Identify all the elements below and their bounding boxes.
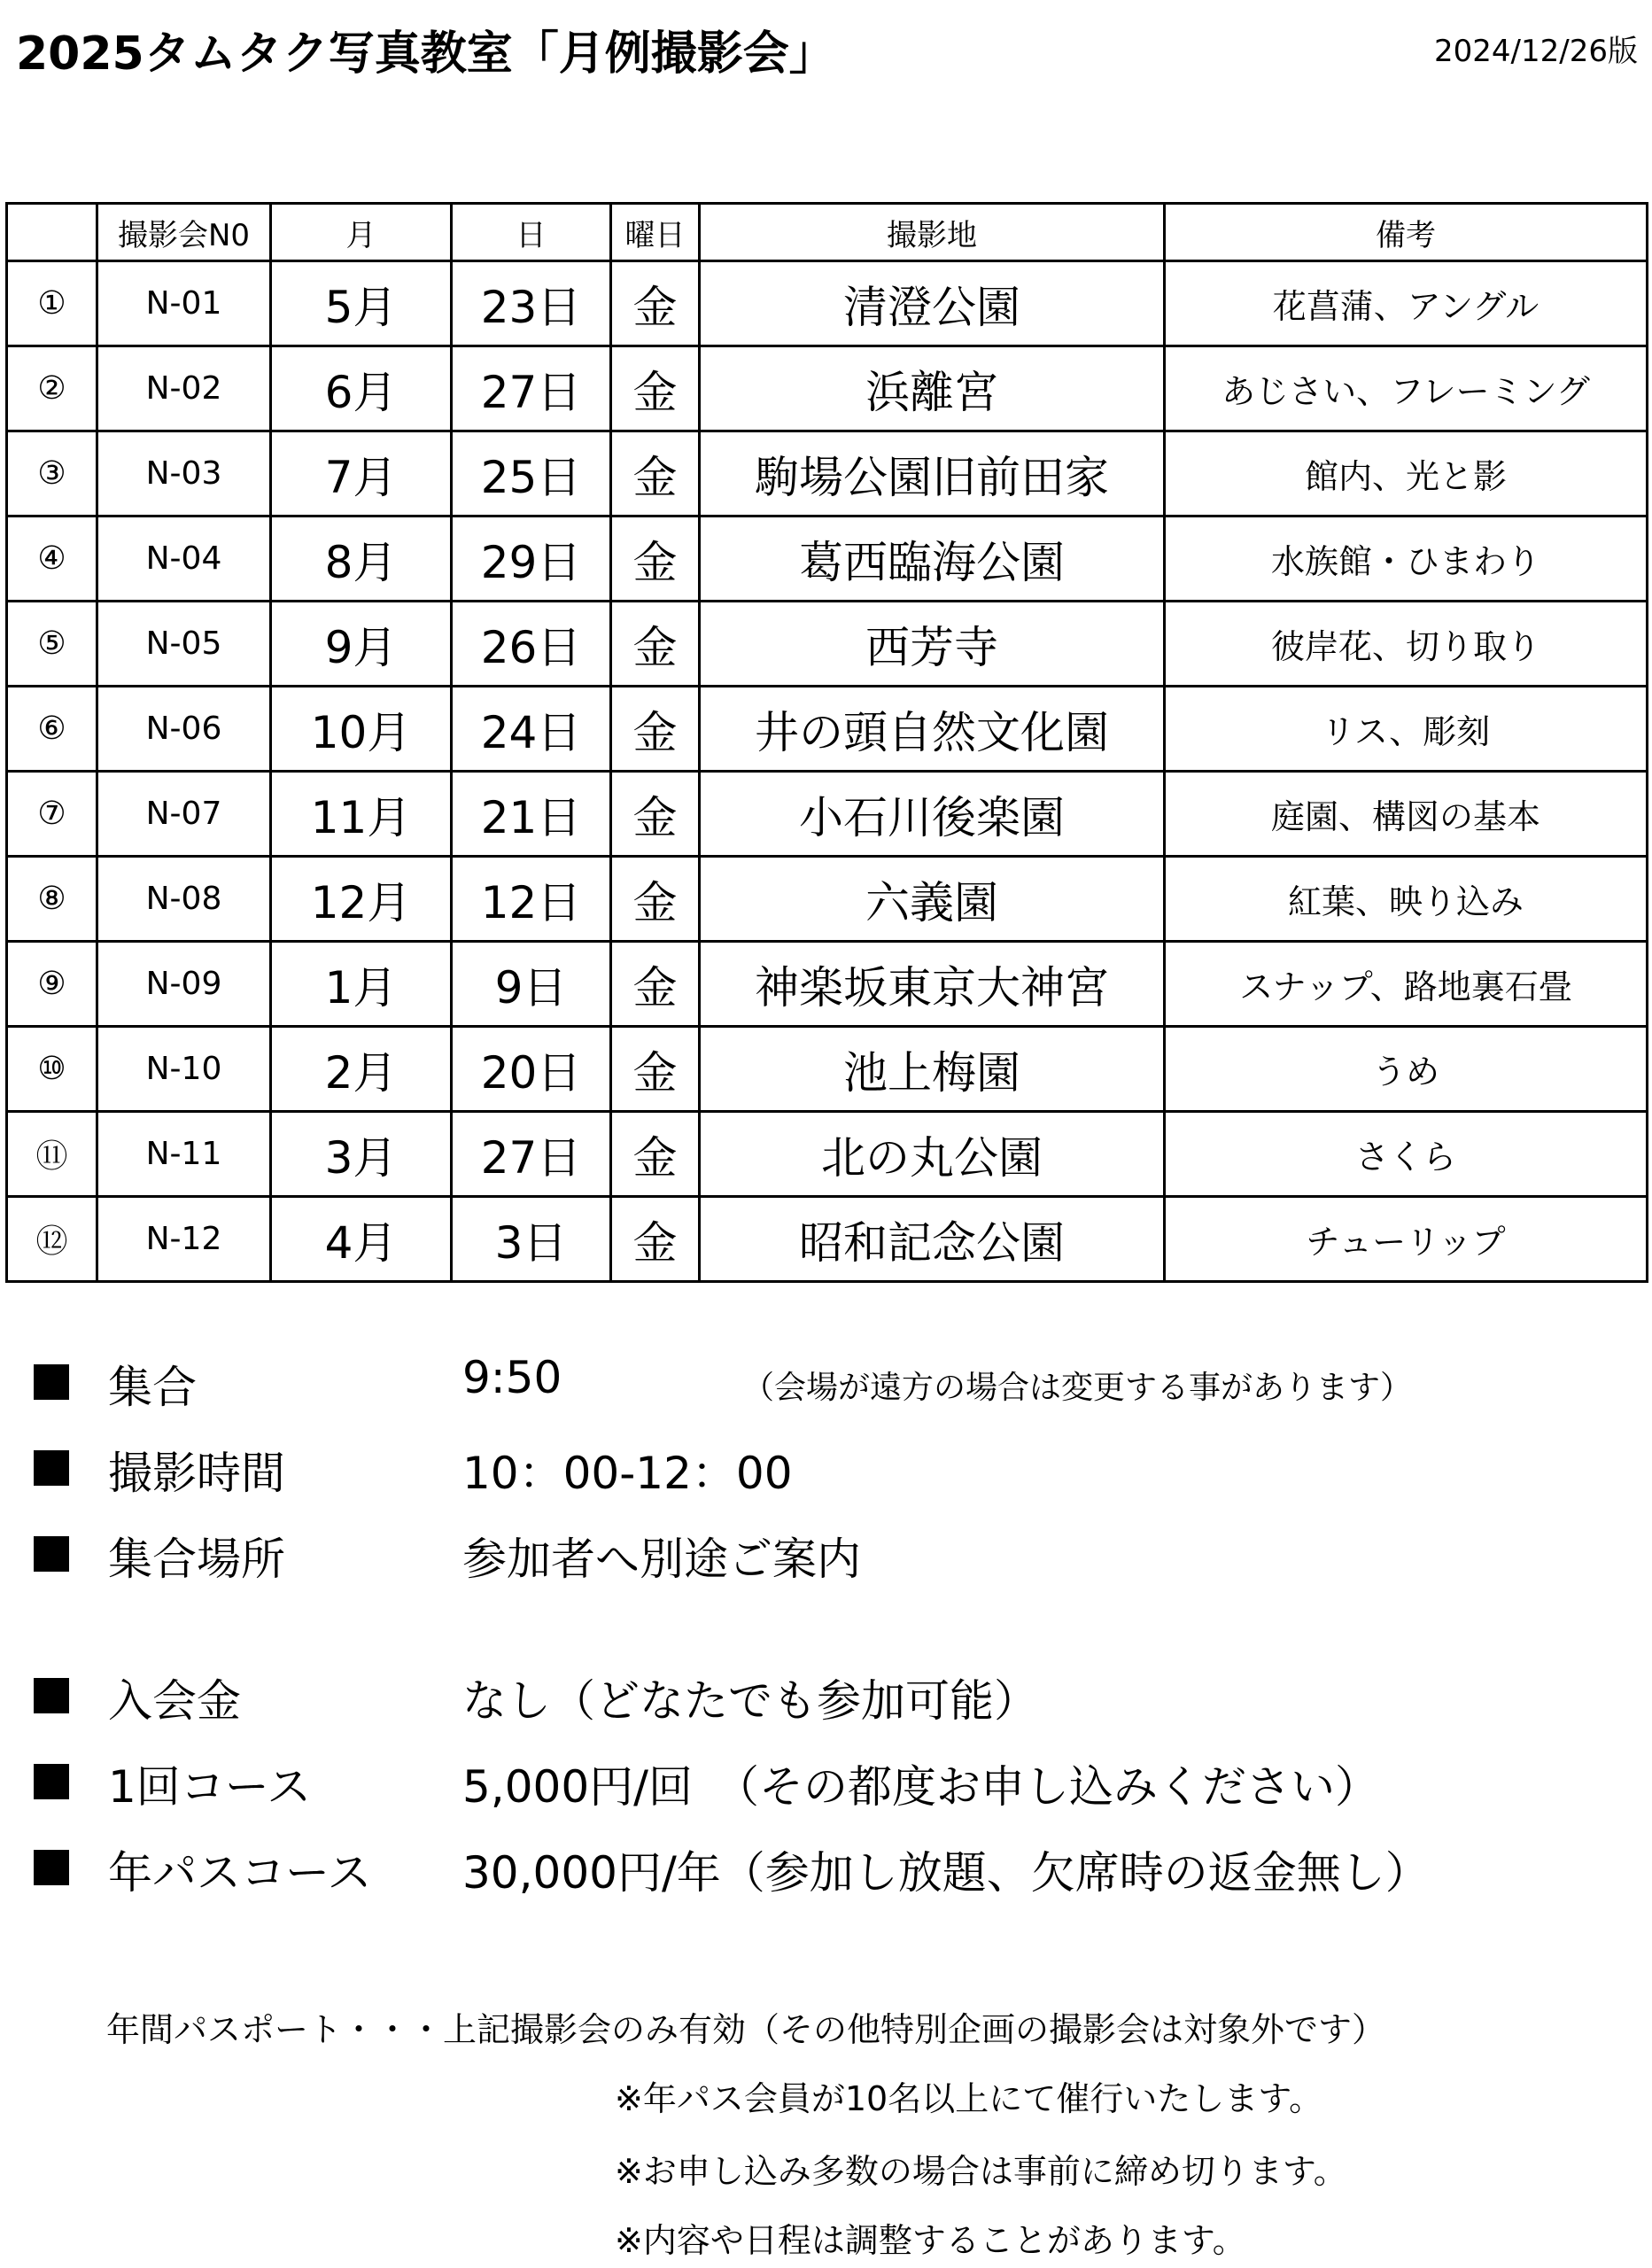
table-header-row xyxy=(7,204,1648,261)
table-row xyxy=(7,431,1648,517)
location-cell: 西芳寺 xyxy=(700,602,1165,687)
location-cell: 池上梅園 xyxy=(700,1027,1165,1112)
session-number-cell: N-01 xyxy=(97,261,271,346)
row-number-mark: ⑨ xyxy=(7,942,97,1027)
month-cell: 3月 xyxy=(271,1112,452,1197)
info-note: （会場が遠方の場合は変更する事があります） xyxy=(742,1370,1413,1406)
bullet-square-icon xyxy=(34,1678,69,1713)
notes-cell: 花菖蒲、アングル xyxy=(1165,261,1648,346)
location-cell: 北の丸公園 xyxy=(700,1112,1165,1197)
notes-cell: チューリップ xyxy=(1165,1197,1648,1282)
location-cell: 清澄公園 xyxy=(700,261,1165,346)
footnote-note: ※内容や日程は調整することがあります。 xyxy=(615,2221,1246,2260)
bullet-square-icon xyxy=(34,1450,69,1486)
session-number-cell: N-09 xyxy=(97,942,271,1027)
notes-cell: あじさい、フレーミング xyxy=(1165,346,1648,431)
col-header-mark xyxy=(7,204,97,261)
location-cell: 葛西臨海公園 xyxy=(700,517,1165,602)
col-header-day: 日 xyxy=(452,204,611,261)
row-number-mark: ⑦ xyxy=(7,772,97,857)
col-header-location: 撮影地 xyxy=(700,204,1165,261)
table-row xyxy=(7,942,1648,1027)
weekday-cell: 金 xyxy=(611,687,700,772)
table-row xyxy=(7,261,1648,346)
table-row xyxy=(7,1197,1648,1282)
bullet-square-icon xyxy=(34,1850,69,1885)
session-number-cell: N-02 xyxy=(97,346,271,431)
location-cell: 六義園 xyxy=(700,857,1165,942)
info-label: 年パスコース xyxy=(108,1847,372,1899)
info-row-admission-fee xyxy=(0,1660,1652,1731)
weekday-cell: 金 xyxy=(611,772,700,857)
session-number-cell: N-04 xyxy=(97,517,271,602)
location-cell: 神楽坂東京大神宮 xyxy=(700,942,1165,1027)
weekday-cell: 金 xyxy=(611,942,700,1027)
bullet-square-icon xyxy=(34,1536,69,1572)
info-row-meeting-time xyxy=(0,1347,1652,1418)
day-cell: 23日 xyxy=(452,261,611,346)
table-row xyxy=(7,772,1648,857)
row-number-mark: ⑪ xyxy=(7,1112,97,1197)
row-number-mark: ⑫ xyxy=(7,1197,97,1282)
info-row-annual-pass-course xyxy=(0,1832,1652,1903)
info-value: 9:50 xyxy=(462,1352,562,1403)
version-date: 2024/12/26版 xyxy=(1434,34,1638,69)
info-value: 5,000円/回 （その都度お申し込みください） xyxy=(462,1761,1379,1813)
notes-cell: 彼岸花、切り取り xyxy=(1165,602,1648,687)
location-cell: 小石川後楽園 xyxy=(700,772,1165,857)
day-cell: 12日 xyxy=(452,857,611,942)
month-cell: 11月 xyxy=(271,772,452,857)
session-number-cell: N-07 xyxy=(97,772,271,857)
col-header-notes: 備考 xyxy=(1165,204,1648,261)
col-header-month: 月 xyxy=(271,204,452,261)
notes-cell: リス、彫刻 xyxy=(1165,687,1648,772)
session-number-cell: N-12 xyxy=(97,1197,271,1282)
info-label: 集合場所 xyxy=(108,1534,285,1585)
session-number-cell: N-05 xyxy=(97,602,271,687)
day-cell: 20日 xyxy=(452,1027,611,1112)
page-title: 2025タムタク写真教室「月例撮影会」 xyxy=(16,27,835,81)
day-cell: 26日 xyxy=(452,602,611,687)
weekday-cell: 金 xyxy=(611,1112,700,1197)
month-cell: 10月 xyxy=(271,687,452,772)
weekday-cell: 金 xyxy=(611,1027,700,1112)
row-number-mark: ② xyxy=(7,346,97,431)
table-row xyxy=(7,687,1648,772)
month-cell: 7月 xyxy=(271,431,452,517)
day-cell: 29日 xyxy=(452,517,611,602)
info-label: 撮影時間 xyxy=(108,1448,285,1499)
month-cell: 6月 xyxy=(271,346,452,431)
bullet-square-icon xyxy=(34,1364,69,1400)
table-row xyxy=(7,857,1648,942)
row-number-mark: ④ xyxy=(7,517,97,602)
table-row xyxy=(7,1027,1648,1112)
weekday-cell: 金 xyxy=(611,431,700,517)
session-number-cell: N-11 xyxy=(97,1112,271,1197)
month-cell: 5月 xyxy=(271,261,452,346)
notes-cell: スナップ、路地裏石畳 xyxy=(1165,942,1648,1027)
schedule-table xyxy=(5,202,1648,1283)
session-number-cell: N-03 xyxy=(97,431,271,517)
row-number-mark: ③ xyxy=(7,431,97,517)
col-header-weekday: 曜日 xyxy=(611,204,700,261)
info-value: 10：00-12：00 xyxy=(462,1448,793,1499)
notes-cell: 紅葉、映り込み xyxy=(1165,857,1648,942)
day-cell: 25日 xyxy=(452,431,611,517)
info-label: 1回コース xyxy=(108,1761,312,1813)
row-number-mark: ⑤ xyxy=(7,602,97,687)
weekday-cell: 金 xyxy=(611,857,700,942)
info-row-meeting-place xyxy=(0,1518,1652,1589)
footnote-note: ※年パス会員が10名以上にて催行いたします。 xyxy=(615,2079,1323,2118)
month-cell: 2月 xyxy=(271,1027,452,1112)
info-label: 入会金 xyxy=(108,1675,241,1727)
weekday-cell: 金 xyxy=(611,261,700,346)
info-value: 30,000円/年（参加し放題、欠席時の返金無し） xyxy=(462,1847,1430,1899)
notes-cell: 庭園、構図の基本 xyxy=(1165,772,1648,857)
table-row xyxy=(7,602,1648,687)
info-value: なし（どなたでも参加可能） xyxy=(462,1675,1038,1727)
session-number-cell: N-10 xyxy=(97,1027,271,1112)
session-number-cell: N-06 xyxy=(97,687,271,772)
info-label: 集合 xyxy=(108,1362,197,1413)
day-cell: 9日 xyxy=(452,942,611,1027)
weekday-cell: 金 xyxy=(611,602,700,687)
month-cell: 9月 xyxy=(271,602,452,687)
location-cell: 駒場公園旧前田家 xyxy=(700,431,1165,517)
footnote-note: ※お申し込み多数の場合は事前に締め切ります。 xyxy=(615,2152,1347,2191)
info-row-single-course xyxy=(0,1746,1652,1817)
day-cell: 27日 xyxy=(452,346,611,431)
info-row-shooting-time xyxy=(0,1433,1652,1503)
month-cell: 8月 xyxy=(271,517,452,602)
month-cell: 12月 xyxy=(271,857,452,942)
table-row xyxy=(7,517,1648,602)
row-number-mark: ⑧ xyxy=(7,857,97,942)
row-number-mark: ① xyxy=(7,261,97,346)
weekday-cell: 金 xyxy=(611,517,700,602)
row-number-mark: ⑥ xyxy=(7,687,97,772)
notes-cell: 館内、光と影 xyxy=(1165,431,1648,517)
day-cell: 21日 xyxy=(452,772,611,857)
weekday-cell: 金 xyxy=(611,1197,700,1282)
location-cell: 昭和記念公園 xyxy=(700,1197,1165,1282)
day-cell: 27日 xyxy=(452,1112,611,1197)
day-cell: 24日 xyxy=(452,687,611,772)
row-number-mark: ⑩ xyxy=(7,1027,97,1112)
month-cell: 4月 xyxy=(271,1197,452,1282)
info-value: 参加者へ別途ご案内 xyxy=(462,1534,861,1585)
col-header-session-no: 撮影会N0 xyxy=(97,204,271,261)
location-cell: 井の頭自然文化園 xyxy=(700,687,1165,772)
notes-cell: 水族館・ひまわり xyxy=(1165,517,1648,602)
weekday-cell: 金 xyxy=(611,346,700,431)
notes-cell: うめ xyxy=(1165,1027,1648,1112)
bullet-square-icon xyxy=(34,1764,69,1799)
session-number-cell: N-08 xyxy=(97,857,271,942)
table-row xyxy=(7,346,1648,431)
month-cell: 1月 xyxy=(271,942,452,1027)
footnote-annual-pass: 年間パスポート・・・上記撮影会のみ有効（その他特別企画の撮影会は対象外です） xyxy=(106,2010,1386,2049)
location-cell: 浜離宮 xyxy=(700,346,1165,431)
day-cell: 3日 xyxy=(452,1197,611,1282)
notes-cell: さくら xyxy=(1165,1112,1648,1197)
table-row xyxy=(7,1112,1648,1197)
